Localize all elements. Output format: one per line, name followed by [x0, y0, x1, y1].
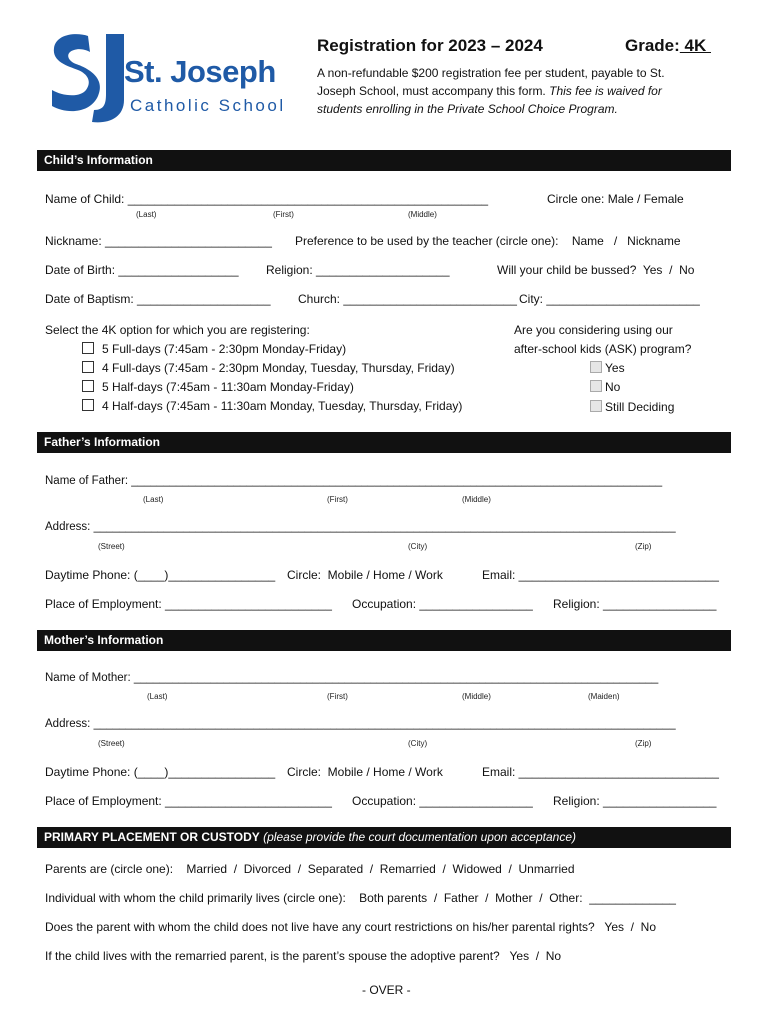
custody-note: (please provide the court documentation upon acceptance): [259, 830, 576, 844]
church-field[interactable]: Church: __________________________: [298, 292, 517, 306]
father-name-field[interactable]: Name of Father: ___________________________________________________________________________________: [45, 475, 663, 487]
mother-sub-last: (Last): [147, 692, 168, 701]
mother-phone-type[interactable]: Circle: Mobile / Home / Work: [287, 765, 443, 779]
checkbox[interactable]: [590, 361, 602, 373]
father-sub-zip: (Zip): [635, 542, 652, 551]
school-name: St. Joseph: [124, 54, 276, 89]
child-name-line[interactable]: ______________________________________________________: [127, 192, 489, 206]
child-sub-middle: (Middle): [408, 210, 437, 219]
ask-yes[interactable]: [590, 361, 625, 375]
father-sub-city: (City): [408, 542, 428, 551]
baptism-date-field[interactable]: Date of Baptism: ____________________: [45, 292, 271, 306]
fee-note: [317, 64, 697, 118]
checkbox[interactable]: [82, 342, 94, 354]
checkbox[interactable]: [590, 380, 602, 392]
ask-prompt-line2: after-school kids (ASK) program?: [514, 342, 692, 356]
section-header-child: Child’s Information: [37, 150, 731, 171]
mother-sub-street: (Street): [98, 739, 125, 748]
ask-no[interactable]: [590, 380, 620, 394]
father-sub-middle: (Middle): [462, 495, 491, 504]
grade-label-text: Grade:: [625, 36, 680, 55]
ask-option-label: No: [605, 380, 621, 394]
father-sub-first: (First): [327, 495, 348, 504]
option-4-half[interactable]: [82, 399, 462, 413]
school-logo: [48, 30, 286, 130]
section-header-mother: Mother’s Information: [37, 630, 731, 651]
option-5-full[interactable]: [82, 342, 346, 356]
checkbox[interactable]: [82, 361, 94, 373]
ask-prompt-line1: Are you considering using our: [514, 323, 673, 337]
section-header-father: Father’s Information: [37, 432, 731, 453]
mother-name-field[interactable]: Name of Mother: __________________________________________________________________________________: [45, 672, 659, 684]
lives-with-circle[interactable]: Individual with whom the child primarily lives (circle one): Both parents / Father / Mother / Other: _____________: [45, 891, 676, 905]
adoptive-parent-question[interactable]: If the child lives with the remarried parent, is the parent’s spouse the adoptive parent? Yes / No: [45, 949, 562, 963]
mother-sub-maiden: (Maiden): [588, 692, 620, 701]
mother-email-field[interactable]: Email: ______________________________: [482, 765, 719, 779]
checkbox[interactable]: [590, 400, 602, 412]
mother-occupation-field[interactable]: Occupation: _________________: [352, 794, 533, 808]
checkbox[interactable]: [82, 399, 94, 411]
page-footer: - OVER -: [362, 983, 411, 997]
child-sub-last: (Last): [136, 210, 157, 219]
form-title: Registration for 2023 – 2024: [317, 36, 543, 55]
ask-still-deciding[interactable]: [590, 400, 674, 414]
gender-circle[interactable]: Circle one: Male / Female: [547, 192, 684, 206]
grade-label: [625, 36, 711, 56]
option-label: 4 Half-days (7:45am - 11:30am Monday, Tuesday, Thursday, Friday): [102, 399, 463, 413]
nickname-field[interactable]: Nickname: _________________________: [45, 234, 272, 248]
school-subtitle: Catholic School: [130, 96, 286, 115]
mother-sub-middle: (Middle): [462, 692, 491, 701]
child-name-label: Name of Child:: [45, 192, 128, 206]
child-name-field[interactable]: [45, 192, 488, 206]
child-sub-first: (First): [273, 210, 294, 219]
mother-employment-field[interactable]: Place of Employment: _________________________: [45, 794, 332, 808]
section-header-custody: [37, 827, 731, 848]
bussed-circle[interactable]: Will your child be bussed? Yes / No: [497, 263, 695, 277]
option-prompt: Select the 4K option for which you are registering:: [45, 323, 310, 337]
mother-sub-first: (First): [327, 692, 348, 701]
fee-text: A non-refundable $200 registration fee per student, payable to St. Joseph School, must accompany this form.: [317, 66, 665, 98]
mother-sub-zip: (Zip): [635, 739, 652, 748]
dob-field[interactable]: Date of Birth: __________________: [45, 263, 239, 277]
mother-phone-field[interactable]: Daytime Phone: (____)________________: [45, 765, 276, 779]
option-label: 5 Full-days (7:45am - 2:30pm Monday-Friday): [102, 342, 347, 356]
option-label: 4 Full-days (7:45am - 2:30pm Monday, Tuesday, Thursday, Friday): [102, 361, 455, 375]
father-email-field[interactable]: Email: ______________________________: [482, 568, 719, 582]
mother-sub-city: (City): [408, 739, 428, 748]
father-sub-street: (Street): [98, 542, 125, 551]
father-employment-field[interactable]: Place of Employment: _________________________: [45, 597, 332, 611]
name-preference[interactable]: Preference to be used by the teacher (circle one): Name / Nickname: [295, 234, 681, 248]
custody-title: PRIMARY PLACEMENT OR CUSTODY: [44, 830, 260, 844]
father-religion-field[interactable]: Religion: _________________: [553, 597, 717, 611]
option-5-half[interactable]: [82, 380, 354, 394]
father-phone-type[interactable]: Circle: Mobile / Home / Work: [287, 568, 443, 582]
mother-religion-field[interactable]: Religion: _________________: [553, 794, 717, 808]
father-phone-field[interactable]: Daytime Phone: (____)________________: [45, 568, 276, 582]
parents-status-circle[interactable]: Parents are (circle one): Married / Divorced / Separated / Remarried / Widowed / Unmarried: [45, 862, 575, 876]
ask-option-label: Still Deciding: [605, 400, 675, 414]
mother-address-field[interactable]: Address: ___________________________________________________________________________________________: [45, 718, 676, 730]
fee-waiver: This fee is waived for students enrolling in the Private School Choice Program.: [317, 84, 662, 116]
father-occupation-field[interactable]: Occupation: _________________: [352, 597, 533, 611]
option-4-full[interactable]: [82, 361, 455, 375]
father-sub-last: (Last): [143, 495, 164, 504]
option-label: 5 Half-days (7:45am - 11:30am Monday-Friday): [102, 380, 354, 394]
child-religion-field[interactable]: Religion: ____________________: [266, 263, 450, 277]
ask-option-label: Yes: [605, 361, 625, 375]
grade-value: 4K: [679, 36, 711, 55]
city-field[interactable]: City: _______________________: [519, 292, 700, 306]
father-address-field[interactable]: Address: ___________________________________________________________________________________________: [45, 521, 676, 533]
checkbox[interactable]: [82, 380, 94, 392]
court-restrictions-question[interactable]: Does the parent with whom the child does not live have any court restrictions on his/her parental rights? Yes / No: [45, 920, 656, 934]
